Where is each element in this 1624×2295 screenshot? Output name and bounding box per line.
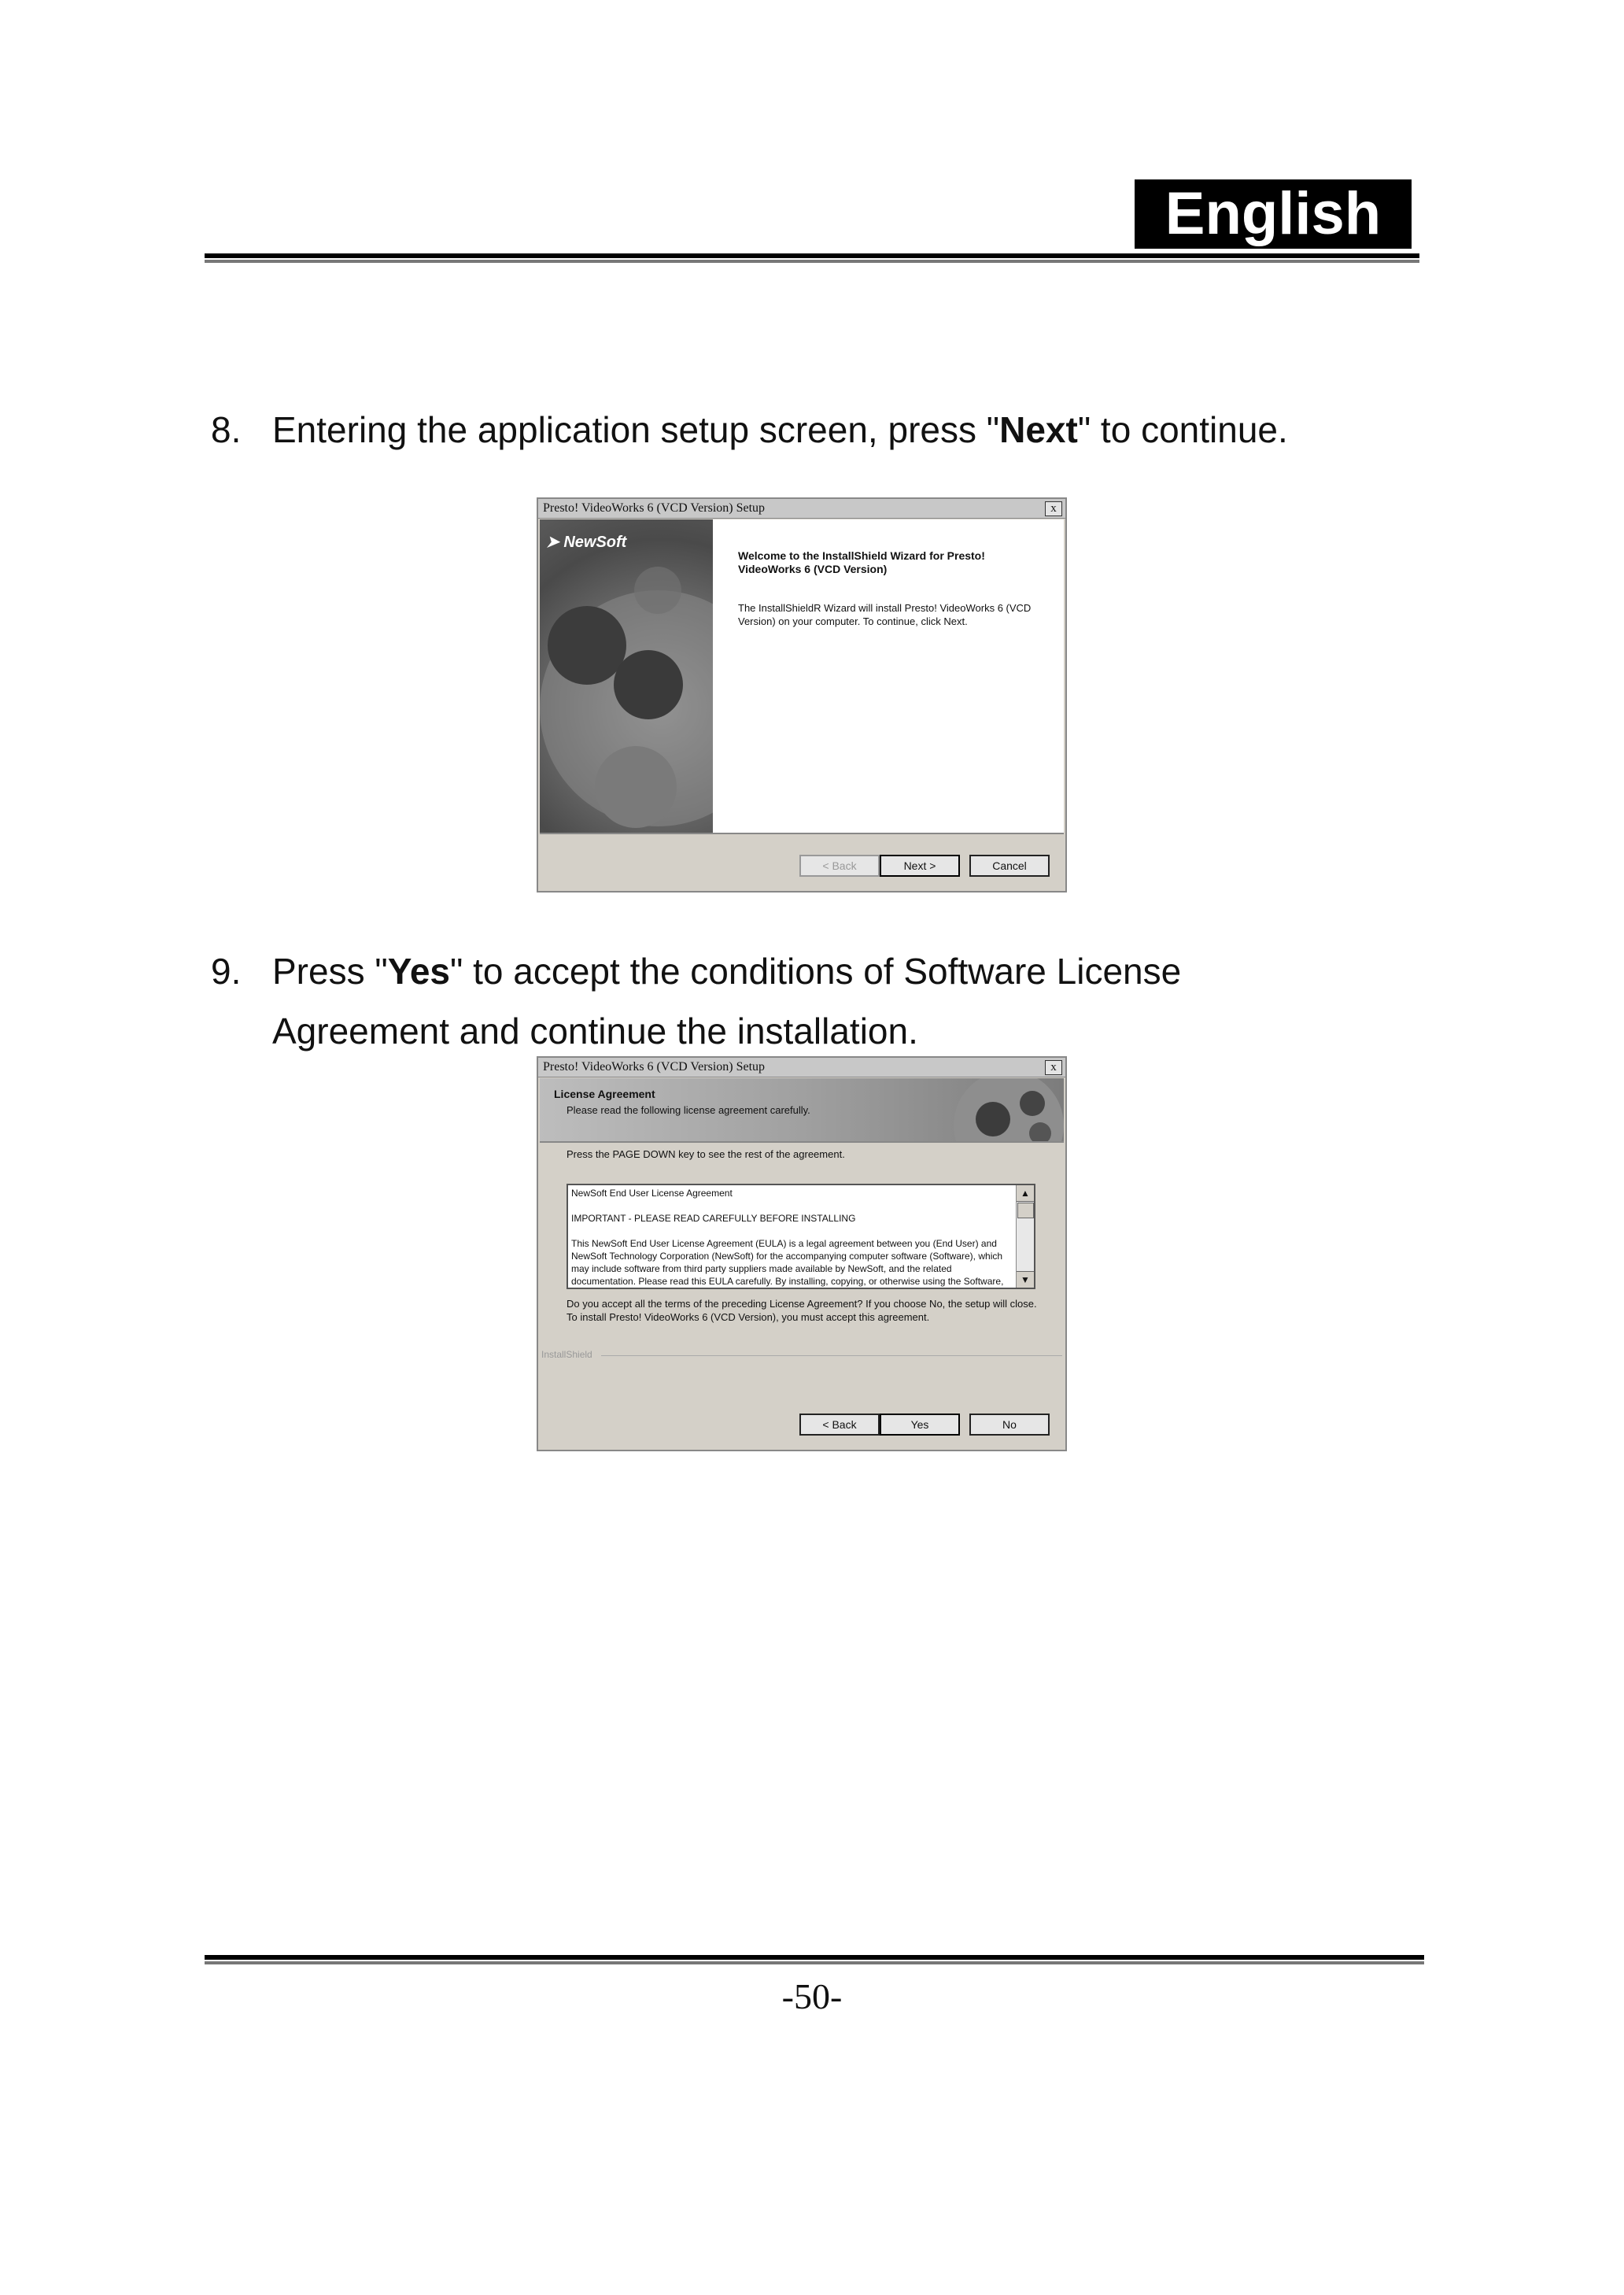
yes-button[interactable]: Yes [880,1414,960,1436]
cancel-button[interactable]: Cancel [969,855,1050,877]
film-reel-icon [540,519,713,833]
footer-rule [205,1955,1424,1960]
step-8 [211,400,1288,460]
header-subtitle: Please read the following license agreement carefully. [567,1104,810,1116]
header-separator [540,1141,1064,1143]
film-reel-icon [906,1078,1064,1141]
step-text-after: " to accept the conditions of Software License [450,951,1182,992]
newsoft-logo: ➤ NewSoft [546,534,627,551]
step-text-line2: Agreement and continue the installation. [272,1011,918,1051]
next-button[interactable]: Next > [880,855,960,877]
license-agreement-dialog [537,1056,1067,1451]
back-button[interactable]: < Back [799,855,880,877]
dialog-title: Presto! VideoWorks 6 (VCD Version) Setup [543,501,766,515]
dialog-title: Presto! VideoWorks 6 (VCD Version) Setup [543,1060,766,1074]
header-rule-shadow [205,260,1419,263]
close-icon[interactable]: x [1045,501,1062,516]
no-button[interactable]: No [969,1414,1050,1436]
welcome-body: The InstallShieldR Wizard will install Presto! VideoWorks 6 (VCD Version) on your computer. To continue, click Next. [738,602,1032,627]
close-icon[interactable]: x [1045,1060,1062,1075]
step-number: 9. [211,951,242,992]
installshield-label: InstallShield [541,1349,592,1360]
scroll-down-icon[interactable]: ▼ [1017,1271,1034,1288]
welcome-heading: Welcome to the InstallShield Wizard for Presto! VideoWorks 6 (VCD Version) [738,549,985,575]
step-bold-word: Yes [387,951,451,992]
wizard-content [713,519,1064,833]
step-number: 8. [211,409,242,450]
step-text-before: Entering the application setup screen, press " [272,409,1000,450]
header-rule [205,253,1419,258]
step-bold-word: Next [999,409,1078,450]
wizard-side-image [540,519,713,833]
installshield-separator [601,1355,1062,1356]
step-9 [211,941,1181,1061]
setup-welcome-dialog [537,497,1067,893]
footer-rule-shadow [205,1961,1424,1964]
scroll-up-icon[interactable]: ▲ [1017,1185,1034,1202]
license-line: IMPORTANT - PLEASE READ CAREFULLY BEFORE INSTALLING [571,1213,856,1224]
license-line: NewSoft End User License Agreement [571,1188,733,1199]
language-badge: English [1135,179,1412,249]
dialog-header-band [540,1078,1064,1141]
license-line: This NewSoft End User License Agreement (EULA) is a legal agreement between you (End User) and NewSoft Technology Corporation (NewSoft) for the accompanying computer software (Software), which may include software from third party suppliers made available by NewSoft, and the related documentation. Please read this EULA carefully. By installing, copying, or otherwise using the Software, [571,1238,1004,1287]
accept-question: Do you accept all the terms of the preceding License Agreement? If you choose No, the setup will close. To install Presto! VideoWorks 6 (VCD Version), you must accept this agreement. [567,1298,1037,1323]
scroll-thumb[interactable] [1017,1203,1034,1218]
page-number: -50- [781,1976,843,2016]
back-button[interactable]: < Back [799,1414,880,1436]
dialog-titlebar [538,499,1065,519]
step-text-after: " to continue. [1077,409,1288,450]
dialog-titlebar [538,1058,1065,1077]
page-down-instruction: Press the PAGE DOWN key to see the rest of the agreement. [567,1148,845,1160]
license-scrollbar[interactable] [1016,1185,1034,1288]
newsoft-logo-icon: ➤ [546,534,559,551]
license-textbox[interactable] [567,1184,1035,1289]
button-separator [540,833,1064,834]
step-text-before: Press " [272,951,388,992]
header-title: License Agreement [554,1088,655,1100]
